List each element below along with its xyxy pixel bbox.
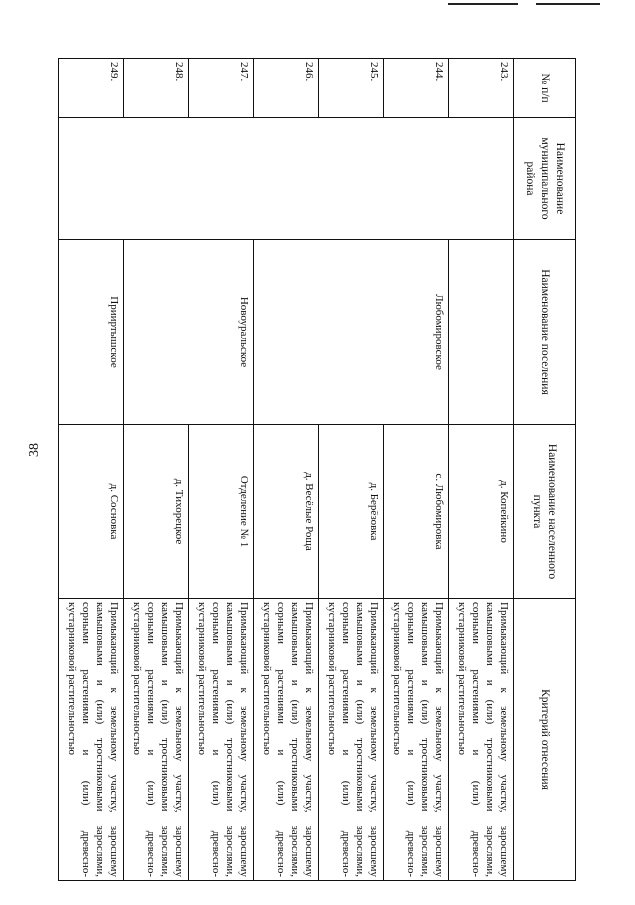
locality-cell: с. Любомировка — [384, 425, 449, 599]
locality-cell: д. Копейкино — [449, 425, 514, 599]
locality-cell: д. Берёзовка — [319, 425, 384, 599]
row-num: 249. — [59, 59, 124, 118]
locality-cell: д. Весёлые Роща — [254, 425, 319, 599]
row-num: 245. — [319, 59, 384, 118]
district-cell — [59, 118, 514, 240]
row-num: 244. — [384, 59, 449, 118]
settlements-table — [58, 58, 576, 881]
row-num: 248. — [124, 59, 189, 118]
locality-cell: Отделение № 1 — [189, 425, 254, 599]
header-num: № п/п — [514, 59, 576, 118]
header-district: Наименование муниципального района — [514, 118, 576, 240]
locality-cell: д. Сосновка — [59, 425, 124, 599]
settlement-cell: Прииртышское — [59, 240, 124, 425]
row-num: 247. — [189, 59, 254, 118]
locality-cell: д. Тихорецкое — [124, 425, 189, 599]
header-criterion: Критерий отнесения — [514, 599, 576, 881]
settlement-cell: Любомировское — [254, 240, 449, 425]
header-locality: Наименование населенного пункта — [514, 425, 576, 599]
criterion-cell: Примыкающий к земельному участку, заросшему камышовыми и (или) тростниковыми зарослями, сорными растениями и (или) древесно- кустарниковой растительностью — [59, 599, 124, 881]
settlement-cell — [449, 240, 514, 425]
criterion-cell: Примыкающий к земельному участку, заросшему камышовыми и (или) тростниковыми зарослями, сорными растениями и (или) древесно- кустарниковой растительностью — [384, 599, 449, 881]
row-num: 243. — [449, 59, 514, 118]
criterion-cell: Примыкающий к земельному участку, заросшему камышовыми и (или) тростниковыми зарослями, сорными растениями и (или) древесно- кустарниковой растительностью — [124, 599, 189, 881]
top-rule-left — [448, 3, 518, 5]
header-settlement: Наименование поселения — [514, 240, 576, 425]
page-number: 38 — [27, 443, 42, 457]
rotated-table-wrapper — [58, 58, 576, 877]
criterion-cell: Примыкающий к земельному участку, заросшему камышовыми и (или) тростниковыми зарослями, сорными растениями и (или) древесно- кустарниковой растительностью — [189, 599, 254, 881]
settlement-cell: Новоуральское — [124, 240, 254, 425]
table-header-row — [514, 59, 576, 881]
table-row — [449, 59, 514, 881]
row-num: 246. — [254, 59, 319, 118]
top-rule-right — [536, 3, 600, 5]
criterion-cell: Примыкающий к земельному участку, заросшему камышовыми и (или) тростниковыми зарослями, сорными растениями и (или) древесно- кустарниковой растительностью — [319, 599, 384, 881]
criterion-cell: Примыкающий к земельному участку, заросшему камышовыми и (или) тростниковыми зарослями, сорными растениями и (или) древесно- кустарниковой растительностью — [254, 599, 319, 881]
criterion-cell: Примыкающий к земельному участку, заросшему камышовыми и (или) тростниковыми зарослями, сорными растениями и (или) древесно- кустарниковой растительностью — [449, 599, 514, 881]
